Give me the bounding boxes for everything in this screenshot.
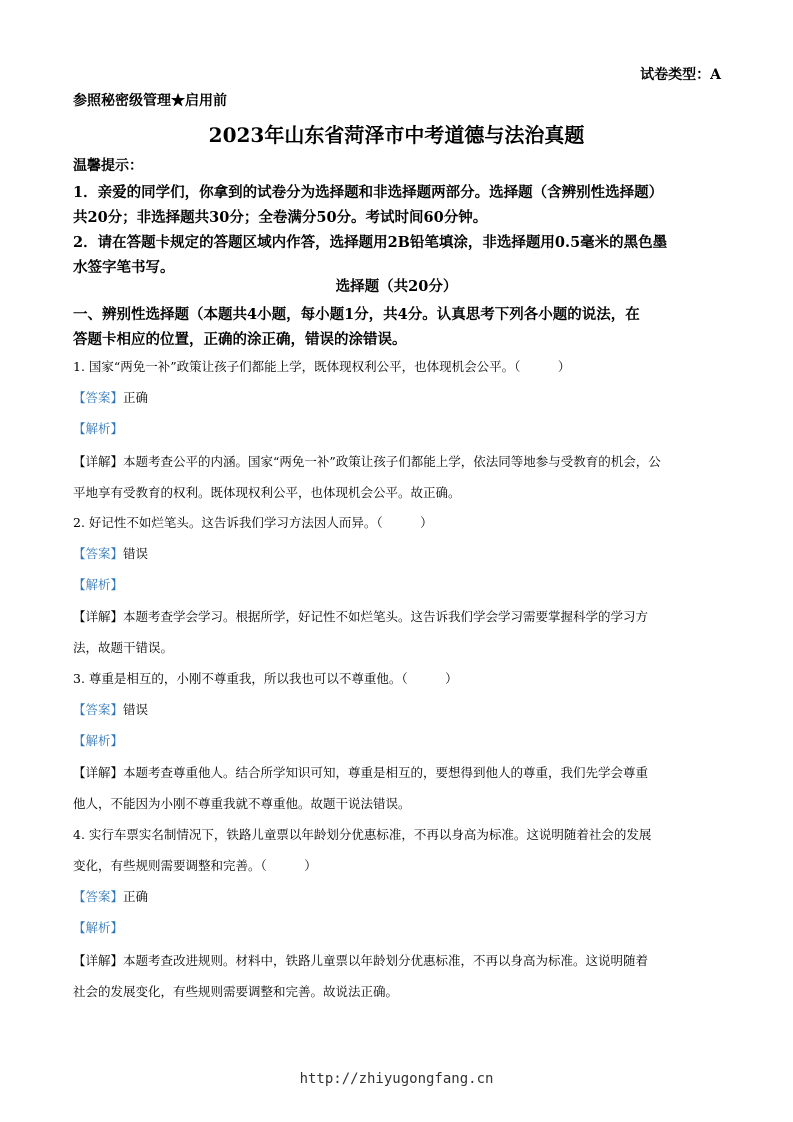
answer-tag: 【答案】 xyxy=(73,702,124,717)
answer-value: 正确 xyxy=(123,889,149,904)
tip-1-line-b: 共20分；非选择题共30分；全卷满分50分。考试时间60分钟。 xyxy=(73,209,488,226)
detail-tag: 【详解】 xyxy=(73,609,124,624)
detail-tag: 【详解】 xyxy=(73,765,124,780)
tip-2-line-a: 2．请在答题卡规定的答题区域内作答，选择题用2B铅笔填涂，非选择题用0.5毫米的黑色墨 xyxy=(73,234,668,251)
question-2-detail-line-1 xyxy=(73,607,648,625)
question-3-text: 3. 尊重是相互的，小刚不尊重我，所以我也可以不尊重他。（ ） xyxy=(73,671,458,686)
question-2-detail-line-2: 法，故题干错误。 xyxy=(73,640,174,655)
answer-value: 错误 xyxy=(123,702,149,717)
question-3-analysis-tag: 【解析】 xyxy=(73,733,124,748)
section-instruction-a: 一、辨别性选择题（本题共4小题，每小题1分，共4分。认真思考下列各小题的说法，在 xyxy=(73,306,640,323)
page-title: 2023年山东省菏泽市中考道德与法治真题 xyxy=(208,123,585,147)
question-1-detail-line-1 xyxy=(73,452,661,470)
tip-1-line-a: 1．亲爱的同学们，你拿到的试卷分为选择题和非选择题两部分。选择题（含辨别性选择题） xyxy=(73,184,664,201)
question-3-answer xyxy=(73,700,148,718)
detail-tag: 【详解】 xyxy=(73,454,124,469)
paper-type-label: 试卷类型：A xyxy=(640,67,721,83)
answer-tag: 【答案】 xyxy=(73,546,124,561)
answer-value: 错误 xyxy=(123,546,149,561)
question-4-answer xyxy=(73,887,148,905)
question-4-text-line-2: 变化，有些规则需要调整和完善。（ ） xyxy=(73,858,317,873)
tips-heading: 温馨提示： xyxy=(73,158,143,174)
detail-text: 本题考查尊重他人。结合所学知识可知，尊重是相互的，要想得到他人的尊重，我们先学会尊重 xyxy=(123,765,649,780)
tip-2-line-b: 水签字笔书写。 xyxy=(73,259,175,276)
question-1-text: 1. 国家“两免一补”政策让孩子们都能上学，既体现权利公平，也体现机会公平。（ ） xyxy=(73,359,571,374)
footer-url: http://zhiyugongfang.cn xyxy=(299,1071,494,1087)
answer-value: 正确 xyxy=(123,390,149,405)
question-1-detail-line-2: 平地享有受教育的权利。既体现权利公平，也体现机会公平。故正确。 xyxy=(73,485,461,500)
section-instruction-b: 答题卡相应的位置，正确的涂正确，错误的涂错误。 xyxy=(73,331,407,348)
section-title: 选择题（共20分） xyxy=(335,278,458,295)
detail-tag: 【详解】 xyxy=(73,953,124,968)
secret-level-label: 参照秘密级管理★启用前 xyxy=(73,93,227,109)
question-4-detail-line-1 xyxy=(73,951,648,969)
question-4-text-line-1: 4. 实行车票实名制情况下，铁路儿童票以年龄划分优惠标准，不再以身高为标准。这说明随着社会的发展 xyxy=(73,827,652,842)
question-2-text: 2. 好记性不如烂笔头。这告诉我们学习方法因人而异。（ ） xyxy=(73,515,433,530)
question-2-analysis-tag: 【解析】 xyxy=(73,577,124,592)
question-3-detail-line-2: 他人，不能因为小刚不尊重我就不尊重他。故题干说法错误。 xyxy=(73,796,411,811)
question-1-analysis-tag: 【解析】 xyxy=(73,421,124,436)
question-1-answer xyxy=(73,388,148,406)
question-2-answer xyxy=(73,544,148,562)
detail-text: 本题考查公平的内涵。国家“两免一补”政策让孩子们都能上学，依法同等地参与受教育的机会，公 xyxy=(123,454,661,469)
question-3-detail-line-1 xyxy=(73,763,648,781)
answer-tag: 【答案】 xyxy=(73,889,124,904)
detail-text: 本题考查改进规则。材料中，铁路儿童票以年龄划分优惠标准，不再以身高为标准。这说明随着 xyxy=(123,953,649,968)
question-4-analysis-tag: 【解析】 xyxy=(73,920,124,935)
question-4-detail-line-2: 社会的发展变化，有些规则需要调整和完善。故说法正确。 xyxy=(73,984,399,999)
detail-text: 本题考查学会学习。根据所学，好记性不如烂笔头。这告诉我们学会学习需要掌握科学的学习方 xyxy=(123,609,649,624)
answer-tag: 【答案】 xyxy=(73,390,124,405)
